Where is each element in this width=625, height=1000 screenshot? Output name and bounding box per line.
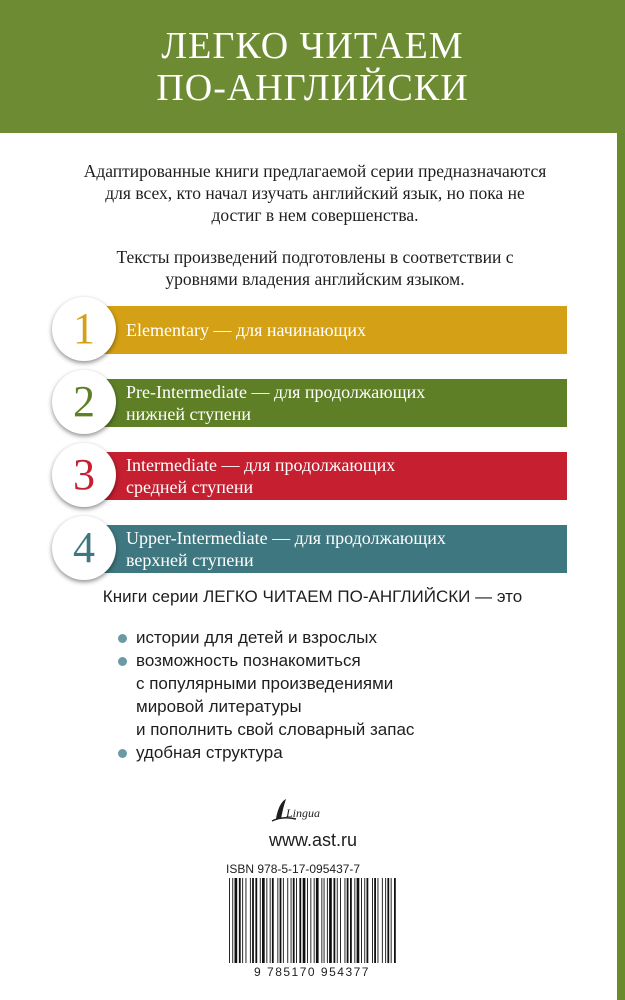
barcode-bar [345,878,346,963]
barcode-bar [260,878,261,963]
barcode-bar [324,878,325,963]
bullet-icon [118,657,127,666]
cover-header [0,0,625,133]
barcode-bar [314,878,315,963]
bullet-icon [118,634,127,643]
barcode-bar [272,878,274,963]
list-item [116,626,536,649]
barcode-bar [299,878,301,963]
series-title-line-2: ПО-АНГЛИЙСКИ [156,66,469,109]
barcode-bar [347,878,349,963]
barcode-bar [364,878,365,963]
barcode-bar [307,878,308,963]
barcode-bar [372,878,373,963]
list-item-text: возможность познакомиться [136,651,361,670]
level-bar [94,306,567,354]
level-bar [94,525,567,573]
list-item-text: и пополнить свой словарный запас [136,720,415,739]
bullet-icon [118,749,127,758]
level-bar [94,452,567,500]
barcode-bar [374,878,376,963]
barcode-bar [350,878,352,963]
list-item-text: истории для детей и взрослых [136,628,377,647]
barcode-digits: 9 785170 954377 [254,965,370,979]
barcode-bar [239,878,241,963]
barcode-bar [232,878,233,963]
barcode-bar [329,878,332,963]
barcode-bar [277,878,278,963]
logo-text: Lingua [286,806,321,820]
level-number-badge: 2 [52,370,116,434]
barcode-bar [337,878,338,963]
list-item-text: удобная структура [136,743,283,762]
barcode-bar [367,878,369,963]
level-label-line-2: нижней ступени [126,404,251,424]
barcode-bar [394,878,396,963]
barcode-bar [291,878,292,963]
list-item [116,649,536,741]
barcode-bar [283,878,284,963]
barcode-bar [252,878,254,963]
barcode-bar [321,878,322,963]
spine-stripe [617,133,625,1000]
level-pre-intermediate [62,371,567,433]
barcode-bar [250,878,251,963]
level-label-line-1: Elementary — для начинающих [126,320,367,340]
level-intermediate [62,444,567,506]
level-label-line-1: Pre-Intermediate — для продолжающих [126,382,426,402]
barcode-bar [361,878,362,963]
barcode-bar [266,878,267,963]
barcode-bar [378,878,379,963]
intro-paragraph-2: Тексты произведений подготовлены в соответствии с уровнями владения английским языком. [116,247,514,289]
barcode-bar [293,878,295,963]
barcode-bar [357,878,360,963]
barcode-bar [287,878,288,963]
level-number-badge: 3 [52,443,116,507]
level-label-line-1: Intermediate — для продолжающих [126,455,396,475]
barcode [227,878,397,963]
level-label-line-2: средней ступени [126,477,254,497]
barcode-bar [303,878,306,963]
level-upper-intermediate [62,517,567,579]
barcode-bar [382,878,383,963]
series-title-line-1: ЛЕГКО ЧИТАЕМ [161,24,464,67]
feature-list [116,626,536,764]
barcode-bar [262,878,265,963]
level-elementary [62,298,567,360]
isbn-number: ISBN 978-5-17-095437-7 [226,862,361,876]
barcode-bar [255,878,257,963]
series-description-heading: Книги серии ЛЕГКО ЧИТАЕМ ПО-АНГЛИЙСКИ — это [102,587,523,606]
barcode-bar [334,878,336,963]
barcode-bar [310,878,311,963]
list-item-text: с популярными произведениями [136,674,394,693]
list-item-text: мировой литературы [136,697,302,716]
barcode-bar [246,878,247,963]
barcode-bar [340,878,341,963]
barcode-bar [280,878,282,963]
barcode-bar [354,878,355,963]
level-label-line-1: Upper-Intermediate — для продолжающих [126,528,446,548]
publisher-website: www.ast.ru [268,830,358,850]
barcode-bar [316,878,319,963]
barcode-bar [296,878,297,963]
lingua-logo [266,795,346,825]
barcode-bar [327,878,328,963]
barcode-bar [235,878,238,963]
barcode-bar [229,878,230,963]
level-number-badge: 4 [52,516,116,580]
barcode-bar [242,878,243,963]
barcode-bar [387,878,389,963]
barcode-bar [391,878,392,963]
level-number-badge: 1 [52,297,116,361]
intro-paragraph-1: Адаптированные книги предлагаемой серии предназначаются для всех, кто начал изучать английский язык, но пока не достиг в нем совершенства. [83,161,547,225]
barcode-bar [385,878,386,963]
level-label-line-2: верхней ступени [126,550,254,570]
list-item [116,741,536,764]
level-bar [94,379,567,427]
barcode-bar [270,878,271,963]
